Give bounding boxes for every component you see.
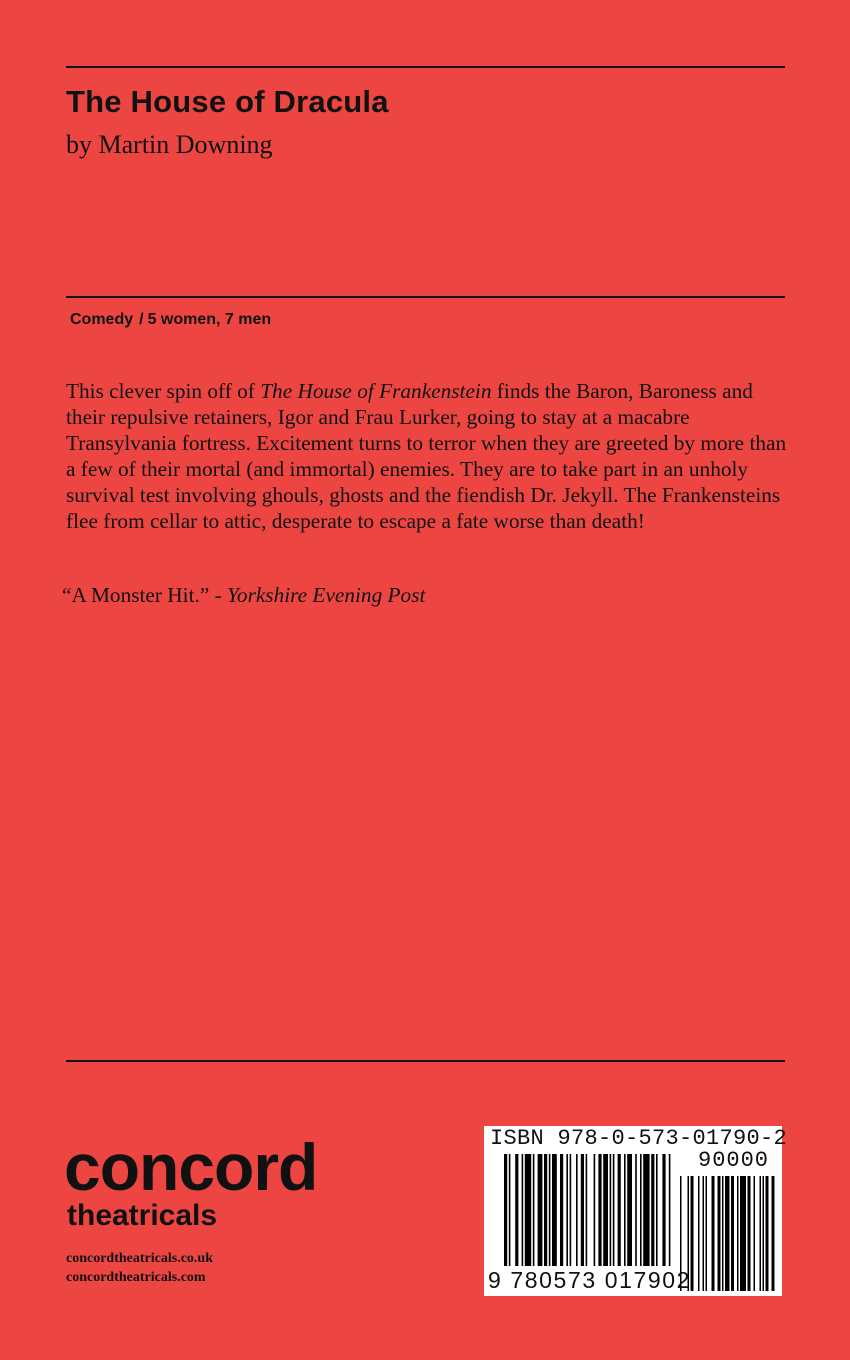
publisher-url-uk[interactable]: concordtheatricals.co.uk bbox=[66, 1251, 213, 1266]
meta-separator: / bbox=[139, 311, 144, 328]
quote-source: Yorkshire Evening Post bbox=[227, 583, 426, 607]
isbn-label: ISBN 978-0-573-01790-2 bbox=[490, 1126, 788, 1151]
middle-rule bbox=[66, 296, 785, 298]
book-title: The House of Dracula bbox=[66, 84, 389, 119]
genre-cast-line bbox=[70, 311, 271, 329]
top-rule bbox=[66, 66, 785, 68]
genre: Comedy bbox=[70, 311, 134, 328]
publisher-logo-concord: concord bbox=[64, 1130, 318, 1204]
quote-text: “A Monster Hit.” - bbox=[62, 583, 228, 607]
barcode-digits: 9 780573 017902 bbox=[488, 1267, 692, 1293]
blurb-text-rest: finds the Baron, Baroness and their repulsive retainers, Igor and Frau Lurker, going to stay at a macabre Transylvania fortress. Excitement turns to terror when they are greeted by more than a few of their mortal (and immortal) enemies. They are to take part in an unholy survival test involving ghouls, ghosts and the fiendish Dr. Jekyll. The Frankensteins flee from cellar to attic, desperate to escape a fate worse than death! bbox=[66, 379, 787, 533]
price-code: 90000 bbox=[698, 1148, 770, 1173]
publisher-logo-theatricals: theatricals bbox=[67, 1199, 218, 1232]
cast-size: 5 women, 7 men bbox=[147, 311, 272, 328]
blurb-italic-title: The House of Frankenstein bbox=[260, 379, 492, 403]
blurb-text-start: This clever spin off of bbox=[66, 379, 261, 403]
publisher-url-com[interactable]: concordtheatricals.com bbox=[66, 1270, 206, 1285]
blurb-paragraph bbox=[66, 378, 788, 534]
isbn-barcode bbox=[484, 1126, 788, 1296]
bottom-rule bbox=[66, 1060, 785, 1062]
book-author: by Martin Downing bbox=[66, 130, 273, 159]
review-quote bbox=[62, 583, 425, 608]
